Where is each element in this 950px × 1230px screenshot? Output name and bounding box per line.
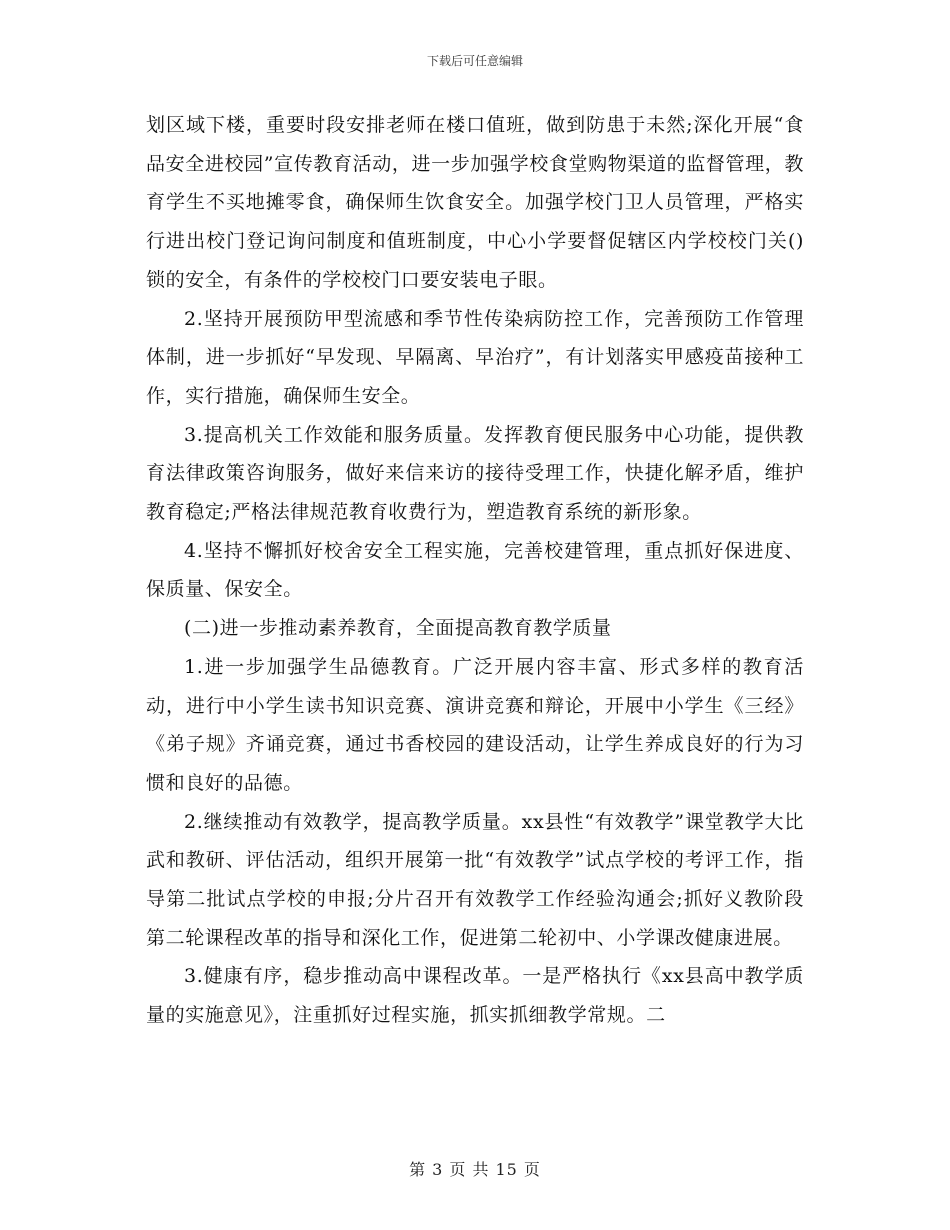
paragraph-item-1-moral-education: 1.进一步加强学生品德教育。广泛开展内容丰富、形式多样的教育活动，进行中小学生读书知识竞赛、演讲竞赛和辩论，开展中小学生《三经》《弟子规》齐诵竞赛，通过书香校园的建设活动，让学生养成良好的行为习惯和良好的品德。: [146, 655, 804, 794]
paragraph-continuation: 划区域下楼，重要时段安排老师在楼口值班，做到防患于未然;深化开展“食品安全进校园”宣传教育活动，进一步加强学校食堂购物渠道的监督管理，教育学生不买地摊零食，确保师生饮食安全。加强学校门卫人员管理，严格实行进出校门登记询问制度和值班制度，中心小学要督促辖区内学校校门关()锁的安全，有条件的学校校门口要安装电子眼。: [146, 114, 804, 291]
paragraph-item-3-curriculum-reform: 3.健康有序，稳步推动高中课程改革。一是严格执行《xx县高中教学质量的实施意见》，注重抓好过程实施，抓实抓细教学常规。二: [146, 965, 804, 1027]
paragraph-item-3-service-quality: 3.提高机关工作效能和服务质量。发挥教育便民服务中心功能，提供教育法律政策咨询服务，做好来信来访的接待受理工作，快捷化解矛盾，维护教育稳定;严格法律规范教育收费行为，塑造教育系统的新形象。: [146, 423, 804, 524]
page-header: 下载后可任意编辑: [426, 54, 523, 68]
body-text: [146, 106, 804, 1035]
page-footer: [0, 1157, 950, 1180]
footer-current-page: 3: [432, 1160, 444, 1179]
footer-suffix: 页: [523, 1160, 541, 1179]
footer-prefix: 第: [409, 1160, 427, 1179]
paragraph-item-2-effective-teaching: 2.继续推动有效教学，提高教学质量。xx县性“有效教学”课堂教学大比武和教研、评估活动，组织开展第一批“有效教学”试点学校的考评工作，指导第二批试点学校的申报;分片召开有效教学工作经验沟通会;抓好义教阶段第二轮课程改革的指导和深化工作，促进第二轮初中、小学课改健康进展。: [146, 810, 804, 949]
paragraph-item-2-flu-prevention: 2.坚持开展预防甲型流感和季节性传染病防控工作，完善预防工作管理体制，进一步抓好“早发现、早隔离、早治疗”，有计划落实甲感疫苗接种工作，实行措施，确保师生安全。: [146, 307, 804, 407]
section-heading: (二)进一步推动素养教育，全面提高教育教学质量: [184, 617, 612, 640]
footer-total-pages: 15: [495, 1160, 518, 1179]
paragraph-item-4-school-safety: 4.坚持不懈抓好校舍安全工程实施，完善校建管理，重点抓好保进度、保质量、保安全。: [146, 539, 804, 601]
footer-middle: 页 共: [449, 1160, 490, 1179]
